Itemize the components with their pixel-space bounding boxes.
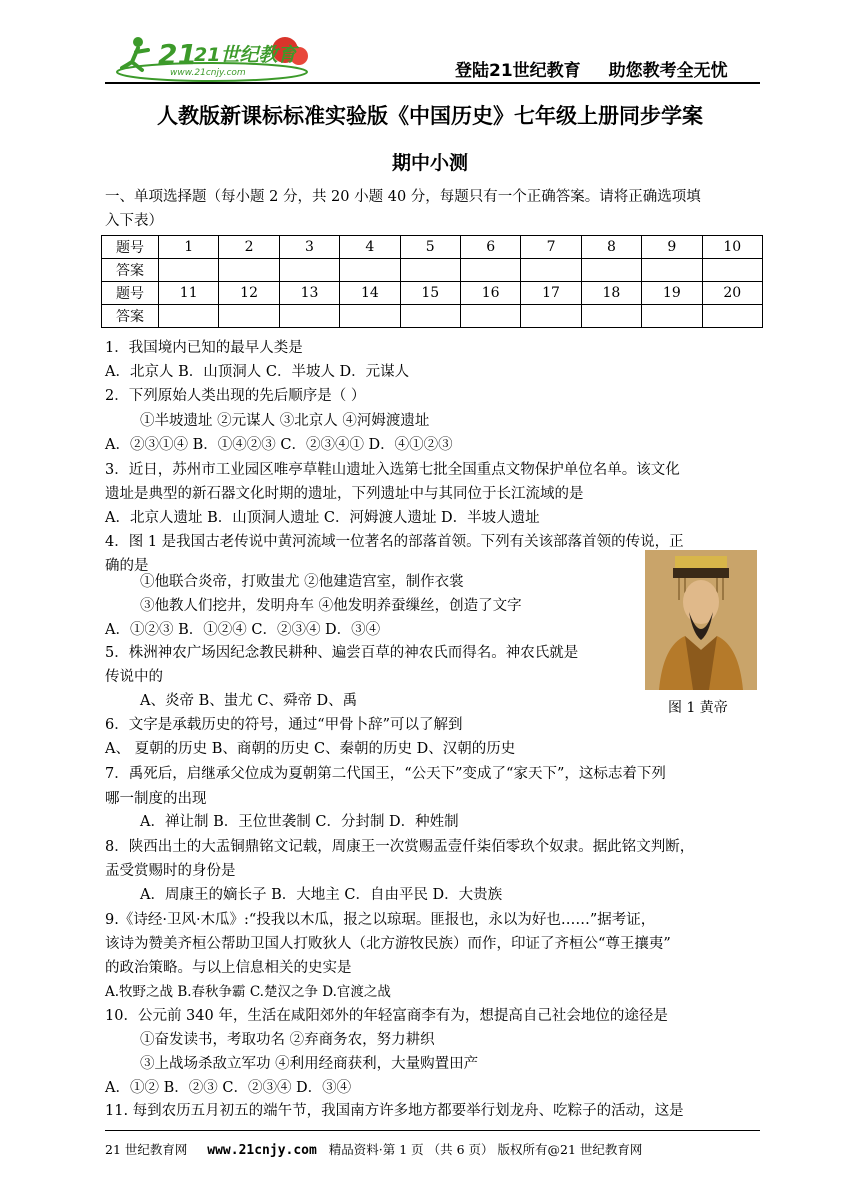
question-8-options: A．周康王的嫡长子 B．大地主 C．自由平民 D．大贵族 bbox=[140, 887, 503, 903]
table-row bbox=[102, 282, 763, 305]
answer-cell[interactable] bbox=[460, 259, 520, 282]
question-number: 1 bbox=[159, 236, 219, 259]
answer-cell[interactable] bbox=[340, 305, 400, 328]
question-number: 18 bbox=[581, 282, 641, 305]
answer-cell[interactable] bbox=[219, 259, 279, 282]
question-10: 10．公元前 340 年，生活在咸阳郊外的年轻富商李有为，想提高自己社会地位的途径是 bbox=[105, 1008, 668, 1024]
row-label: 题号 bbox=[102, 236, 159, 259]
question-3-cont: 遗址是典型的新石器文化时期的遗址，下列遗址中与其同位于长江流域的是 bbox=[105, 486, 584, 502]
question-3-options: A．北京人遗址 B．山顶洞人遗址 C．河姆渡人遗址 D．半坡人遗址 bbox=[105, 510, 540, 526]
answer-cell[interactable] bbox=[400, 305, 460, 328]
answer-cell[interactable] bbox=[642, 305, 702, 328]
row-label: 答案 bbox=[102, 305, 159, 328]
question-number: 14 bbox=[340, 282, 400, 305]
answer-cell[interactable] bbox=[219, 305, 279, 328]
question-1: 1．我国境内已知的最早人类是 bbox=[105, 340, 303, 356]
question-number: 11 bbox=[159, 282, 219, 305]
question-11: 11. 每到农历五月初五的端午节，我国南方许多地方都要举行划龙舟、吃粽子的活动，这是 bbox=[105, 1103, 684, 1119]
question-4: 4．图 1 是我国古老传说中黄河流域一位著名的部落首领。下列有关该部落首领的传说，正 bbox=[105, 534, 684, 550]
footer-site: 21 世纪教育网 bbox=[105, 1142, 188, 1157]
slogan-left: 登陆21世纪教育 bbox=[455, 61, 581, 81]
question-4-items: ①他联合炎帝，打败蚩尤 ②他建造宫室，制作衣裳 bbox=[140, 574, 464, 590]
question-9-cont: 的政治策略。与以上信息相关的史实是 bbox=[105, 960, 352, 976]
question-10-options: A．①② B．②③ C．②③④ D．③④ bbox=[105, 1080, 352, 1096]
answer-cell[interactable] bbox=[159, 305, 219, 328]
answer-cell[interactable] bbox=[460, 305, 520, 328]
question-5-options: A、炎帝 B、蚩尤 C、舜帝 D、禹 bbox=[140, 693, 358, 709]
question-4-cont: 确的是 bbox=[105, 558, 149, 574]
question-6-options: A、 夏朝的历史 B、商朝的历史 C、秦朝的历史 D、汉朝的历史 bbox=[105, 741, 516, 757]
question-2: 2．下列原始人类出现的先后顺序是（ ） bbox=[105, 388, 366, 404]
answer-cell[interactable] bbox=[159, 259, 219, 282]
question-number: 2 bbox=[219, 236, 279, 259]
question-9-cont: 该诗为赞美齐桓公帮助卫国人打败狄人（北方游牧民族）而作，印证了齐桓公“尊王攘夷” bbox=[105, 936, 671, 952]
page-subtitle: 期中小测 bbox=[391, 152, 468, 174]
question-2-items: ①半坡遗址 ②元谋人 ③北京人 ④河姆渡遗址 bbox=[140, 413, 430, 429]
question-10-items: ①奋发读书，考取功名 ②弃商务农，努力耕织 bbox=[140, 1032, 435, 1048]
question-4-options: A．①②③ B．①②④ C．②③④ D．③④ bbox=[105, 622, 381, 638]
footer-info: 精品资料·第 1 页 （共 6 页） 版权所有@21 世纪教育网 bbox=[328, 1142, 643, 1157]
table-row bbox=[102, 236, 763, 259]
logo-url: www.21cnjy.com bbox=[170, 68, 246, 78]
question-7-options: A．禅让制 B．王位世袭制 C．分封制 D．种姓制 bbox=[140, 814, 459, 830]
question-number: 7 bbox=[521, 236, 581, 259]
logo-text: 21世纪教育 bbox=[194, 44, 297, 66]
answer-cell[interactable] bbox=[521, 259, 581, 282]
answer-cell[interactable] bbox=[581, 305, 641, 328]
answer-cell[interactable] bbox=[279, 259, 339, 282]
question-7: 7．禹死后，启继承父位成为夏朝第二代国王，“公天下”变成了“家天下”，这标志着下列 bbox=[105, 766, 666, 782]
answer-cell[interactable] bbox=[581, 259, 641, 282]
huangdi-portrait bbox=[645, 550, 757, 690]
question-10-items: ③上战场杀敌立军功 ④利用经商获利，大量购置田产 bbox=[140, 1056, 479, 1072]
question-5-cont: 传说中的 bbox=[105, 669, 163, 685]
answer-table bbox=[101, 235, 763, 328]
question-number: 20 bbox=[702, 282, 762, 305]
svg-text:21: 21 bbox=[158, 38, 197, 71]
question-number: 13 bbox=[279, 282, 339, 305]
question-5: 5．株洲神农广场因纪念教民耕种、遍尝百草的神农氏而得名。神农氏就是 bbox=[105, 645, 579, 661]
question-number: 4 bbox=[340, 236, 400, 259]
question-4-items: ③他教人们挖井，发明舟车 ④他发明养蚕缫丝，创造了文字 bbox=[140, 598, 522, 614]
answer-cell[interactable] bbox=[400, 259, 460, 282]
answer-cell[interactable] bbox=[340, 259, 400, 282]
question-number: 3 bbox=[279, 236, 339, 259]
question-6: 6．文字是承载历史的符号，通过“甲骨卜辞”可以了解到 bbox=[105, 717, 463, 733]
answer-cell[interactable] bbox=[702, 305, 762, 328]
question-number: 9 bbox=[642, 236, 702, 259]
footer-url[interactable]: www.21cnjy.com bbox=[207, 1143, 317, 1158]
row-label: 题号 bbox=[102, 282, 159, 305]
question-number: 12 bbox=[219, 282, 279, 305]
question-number: 17 bbox=[521, 282, 581, 305]
question-number: 10 bbox=[702, 236, 762, 259]
question-number: 6 bbox=[460, 236, 520, 259]
page-footer bbox=[105, 1140, 642, 1158]
header-slogan bbox=[455, 56, 728, 81]
question-3: 3．近日，苏州市工业园区唯亭草鞋山遗址入选第七批全国重点文物保护单位名单。该文化 bbox=[105, 462, 680, 478]
site-logo bbox=[112, 28, 312, 86]
footer-rule bbox=[105, 1130, 760, 1131]
question-8: 8．陕西出土的大盂铜鼎铭文记载，周康王一次赏赐盂壹仟柒佰零玖个奴隶。据此铭文判断， bbox=[105, 839, 695, 855]
question-number: 5 bbox=[400, 236, 460, 259]
page-title: 人教版新课标标准实验版《中国历史》七年级上册同步学案 bbox=[157, 104, 703, 128]
question-9: 9.《诗经·卫风·木瓜》:“投我以木瓜，报之以琼琚。匪报也，永以为好也……”据考证， bbox=[105, 912, 656, 928]
question-1-options: A．北京人 B．山顶洞人 C．半坡人 D．元谋人 bbox=[105, 364, 410, 380]
question-9-options: A.牧野之战 B.春秋争霸 C.楚汉之争 D.官渡之战 bbox=[105, 984, 391, 1000]
answer-cell[interactable] bbox=[702, 259, 762, 282]
question-7-cont: 哪一制度的出现 bbox=[105, 791, 207, 807]
row-label: 答案 bbox=[102, 259, 159, 282]
figure-caption: 图 1 黄帝 bbox=[668, 700, 728, 716]
header-rule bbox=[105, 82, 760, 84]
question-number: 19 bbox=[642, 282, 702, 305]
section-instruction: 一、单项选择题（每小题 2 分，共 20 小题 40 分，每题只有一个正确答案。请将正确选项填 bbox=[105, 189, 701, 205]
question-number: 15 bbox=[400, 282, 460, 305]
slogan-right: 助您教考全无忧 bbox=[608, 61, 728, 81]
table-row bbox=[102, 305, 763, 328]
table-row bbox=[102, 259, 763, 282]
question-number: 16 bbox=[460, 282, 520, 305]
answer-cell[interactable] bbox=[521, 305, 581, 328]
question-8-cont: 盂受赏赐时的身份是 bbox=[105, 863, 236, 879]
question-number: 8 bbox=[581, 236, 641, 259]
answer-cell[interactable] bbox=[279, 305, 339, 328]
answer-cell[interactable] bbox=[642, 259, 702, 282]
section-instruction-cont: 入下表） bbox=[105, 213, 163, 229]
question-2-options: A．②③①④ B．①④②③ C．②③④① D．④①②③ bbox=[105, 437, 453, 453]
